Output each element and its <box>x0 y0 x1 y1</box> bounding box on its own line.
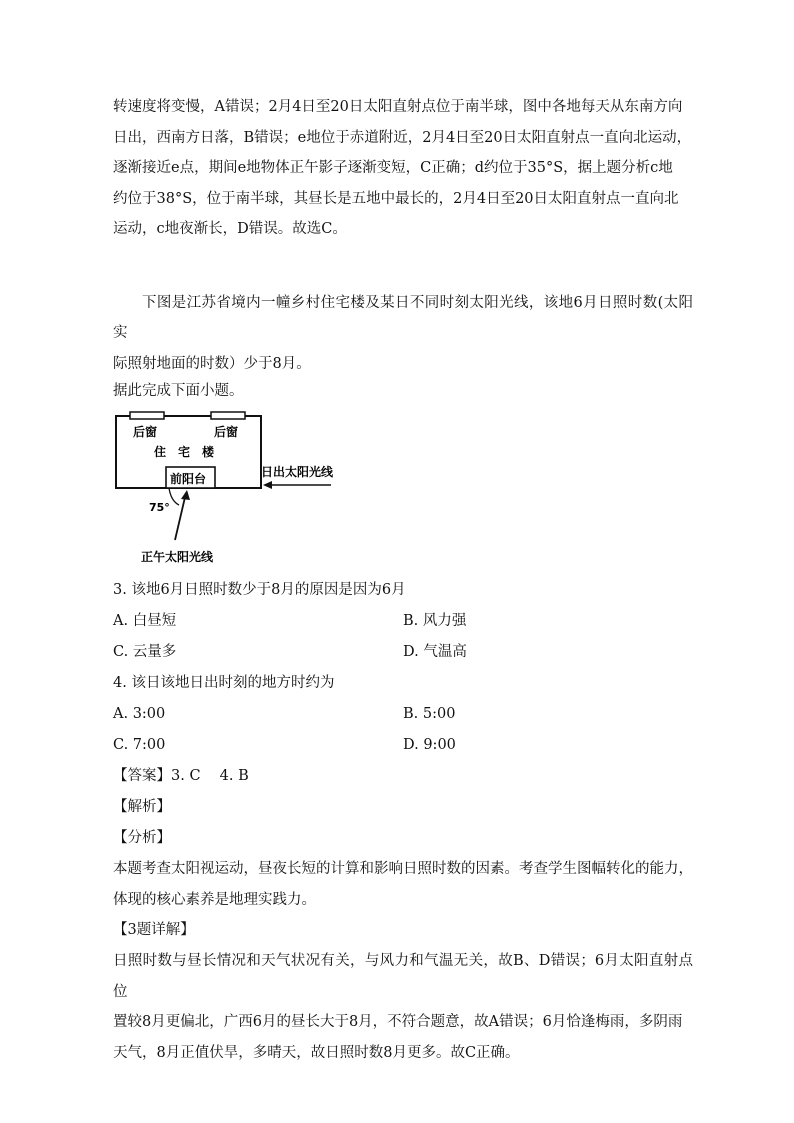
option-row <box>113 699 693 730</box>
noon-ray-arrowhead <box>181 490 190 500</box>
building-label: 住 宅 楼 <box>154 445 215 459</box>
back-window-left-label: 后窗 <box>133 425 158 439</box>
option-a: A. 白昼短 <box>113 613 177 629</box>
option-row <box>113 730 693 761</box>
page-content <box>113 92 693 1068</box>
front-balcony-label: 前阳台 <box>170 472 207 486</box>
intro-line: 据此完成下面小题。 <box>113 383 244 399</box>
sunrise-ray-label: 日出太阳光线 <box>261 465 334 479</box>
option-d: D. 9:00 <box>403 737 456 753</box>
option-c: C. 7:00 <box>113 737 166 753</box>
text-line: 日出，西南方日落，B错误；e地位于赤道附近，2月4日至20日太阳直射点一直向北运动， <box>113 129 692 146</box>
detail-heading: 【3题详解】 <box>113 922 195 938</box>
question-stem: 4. 该日该地日出时刻的地方时约为 <box>113 675 335 691</box>
detail-line: 日照时数与昼长情况和天气状况有关，与风力和气温无关，故B、D错误；6月太阳直射点位 <box>113 953 693 1000</box>
option-d: D. 气温高 <box>403 644 467 660</box>
detail-line: 置较8月更偏北，广西6月的昼长大于8月，不符合题意，故A错误；6月恰逢梅雨，多阴雨 <box>113 1014 683 1030</box>
option-c: C. 云量多 <box>113 644 177 660</box>
answer-line: 【答案】3. C 4. B <box>113 768 249 784</box>
fenxi-line: 本题考查太阳视运动，昼夜长短的计算和影响日照时数的因素。考查学生图幅转化的能力， <box>113 861 693 877</box>
noon-ray-label: 正午太阳光线 <box>141 550 214 564</box>
option-row <box>113 606 693 637</box>
back-window-left <box>130 412 164 419</box>
option-b: B. 风力强 <box>403 613 467 629</box>
intro-line: 下图是江苏省境内一幢乡村住宅楼及某日不同时刻太阳光线，该地6月日照时数(太阳实 <box>113 294 693 341</box>
sunrise-ray-arrowhead <box>263 481 272 489</box>
option-b: B. 5:00 <box>403 706 456 722</box>
option-row <box>113 637 693 668</box>
back-window-right-label: 后窗 <box>214 425 239 439</box>
previous-explanation <box>113 92 693 245</box>
house-sunlight-diagram <box>113 411 353 571</box>
back-window-right <box>211 412 245 419</box>
text-line: 运动，c地夜渐长，D错误。故选C。 <box>113 221 347 237</box>
text-line: 转速度将变慢，A错误；2月4日至20日太阳直射点位于南半球，图中各地每天从东南方向 <box>113 99 683 115</box>
option-a: A. 3:00 <box>113 706 166 722</box>
diagram-svg <box>113 411 353 571</box>
angle-arc <box>169 488 179 505</box>
fenxi-heading: 【分析】 <box>113 830 171 846</box>
question-stem: 3. 该地6月日照时数少于8月的原因是因为6月 <box>113 582 406 598</box>
fenxi-line: 体现的核心素养是地理实践力。 <box>113 891 316 908</box>
text-line: 约位于38°S，位于南半球，其昼长是五地中最长的，2月4日至20日太阳直射点一直向北 <box>113 190 679 207</box>
question-intro <box>113 288 693 404</box>
question-4 <box>113 668 693 761</box>
noon-ray-line <box>175 493 186 540</box>
text-line: 逐渐接近e点，期间e地物体正午影子逐渐变短，C正确；d约位于35°S，据上题分析c地 <box>113 160 673 176</box>
intro-line: 际照射地面的时数）少于8月。 <box>113 355 311 372</box>
analysis-heading: 【解析】 <box>113 799 171 815</box>
angle-label: 75° <box>149 501 170 514</box>
detail-line: 天气，8月正值伏旱，多晴天，故日照时数8月更多。故C正确。 <box>113 1044 520 1061</box>
question-3 <box>113 575 693 668</box>
